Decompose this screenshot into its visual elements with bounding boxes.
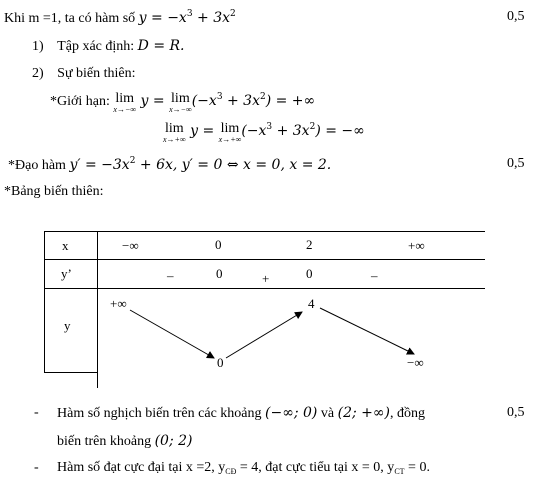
- limits-line-2: lim x→+∞ y = lim x→+∞ $(-x^3 + 3x^2)$ = −∞: [163, 121, 365, 144]
- sign-zero: 0: [216, 266, 223, 281]
- item-text: Sự biến thiên:: [57, 66, 136, 81]
- bullet-dash: -: [34, 460, 39, 475]
- item-text: Tập xác định:: [57, 39, 135, 54]
- x-value: −∞: [122, 238, 139, 253]
- x-value: 0: [215, 237, 222, 252]
- table-title: *Bảng biến thiên:: [4, 184, 104, 199]
- y-value-max: 4: [308, 296, 315, 311]
- score-2: 0,5: [507, 156, 525, 171]
- x-value: +∞: [408, 238, 425, 253]
- lim-operator: lim x→−∞: [113, 91, 137, 114]
- x-value: 2: [306, 237, 313, 252]
- extrema-statement: Hàm số đạt cực đại tại x =2, $y_{CĐ} = 4$, đạt cực tiểu tại x = 0, $y_{CT} = 0$.: [57, 460, 430, 476]
- monotonic-statement-cont: biến trên khoảng (0; 2): [57, 433, 193, 449]
- derivative-label: *Đạo hàm: [8, 158, 66, 173]
- monotonic-statement: Hàm số nghịch biến trên các khoảng (−∞; 0) và (2; +∞), đồng: [57, 405, 425, 421]
- bullet-dash: -: [34, 405, 39, 420]
- decreasing-arrow: [320, 308, 414, 354]
- row-label-y: y: [64, 318, 71, 333]
- derivative-formula: $y' = -3x^2 + 6x$, y′ = 0 ⇔ x = 0, x = 2.: [69, 156, 332, 173]
- score-3: 0,5: [507, 405, 525, 420]
- row-label-x: x: [62, 238, 69, 253]
- sign-minus: –: [167, 268, 174, 283]
- sign-zero: 0: [306, 266, 313, 281]
- y-value-min: 0: [217, 355, 224, 370]
- sign-plus: +: [262, 271, 270, 286]
- limits-line-1: *Giới hạn: lim x→−∞ y = lim x→−∞ $(-x^3 + 3x^2)$ = +∞: [50, 91, 316, 114]
- domain-formula: D = R.: [137, 38, 185, 54]
- function-formula: $y = -x^3 + 3x^2$: [138, 9, 236, 26]
- y-value-end: −∞: [407, 355, 424, 370]
- y-value-start: +∞: [110, 296, 127, 311]
- lim-operator: lim x→+∞: [218, 121, 242, 144]
- increasing-arrow: [226, 312, 302, 358]
- sign-minus: –: [371, 268, 378, 283]
- lim-operator: lim x→+∞: [163, 121, 186, 144]
- row-label-yprime: y’: [61, 266, 72, 281]
- item-number: 1): [32, 39, 44, 54]
- limit-expression: $(-x^3 + 3x^2)$ = −∞: [241, 122, 365, 139]
- limits-label: *Giới hạn:: [50, 94, 110, 109]
- lim-operator: lim x→−∞: [169, 91, 192, 114]
- intro-text: Khi m =1, ta có hàm số: [4, 11, 136, 26]
- decreasing-arrow: [130, 310, 214, 358]
- limit-expression: $(-x^3 + 3x^2)$ = +∞: [191, 92, 316, 109]
- score-1: 0,5: [507, 9, 525, 24]
- item-number: 2): [32, 66, 44, 81]
